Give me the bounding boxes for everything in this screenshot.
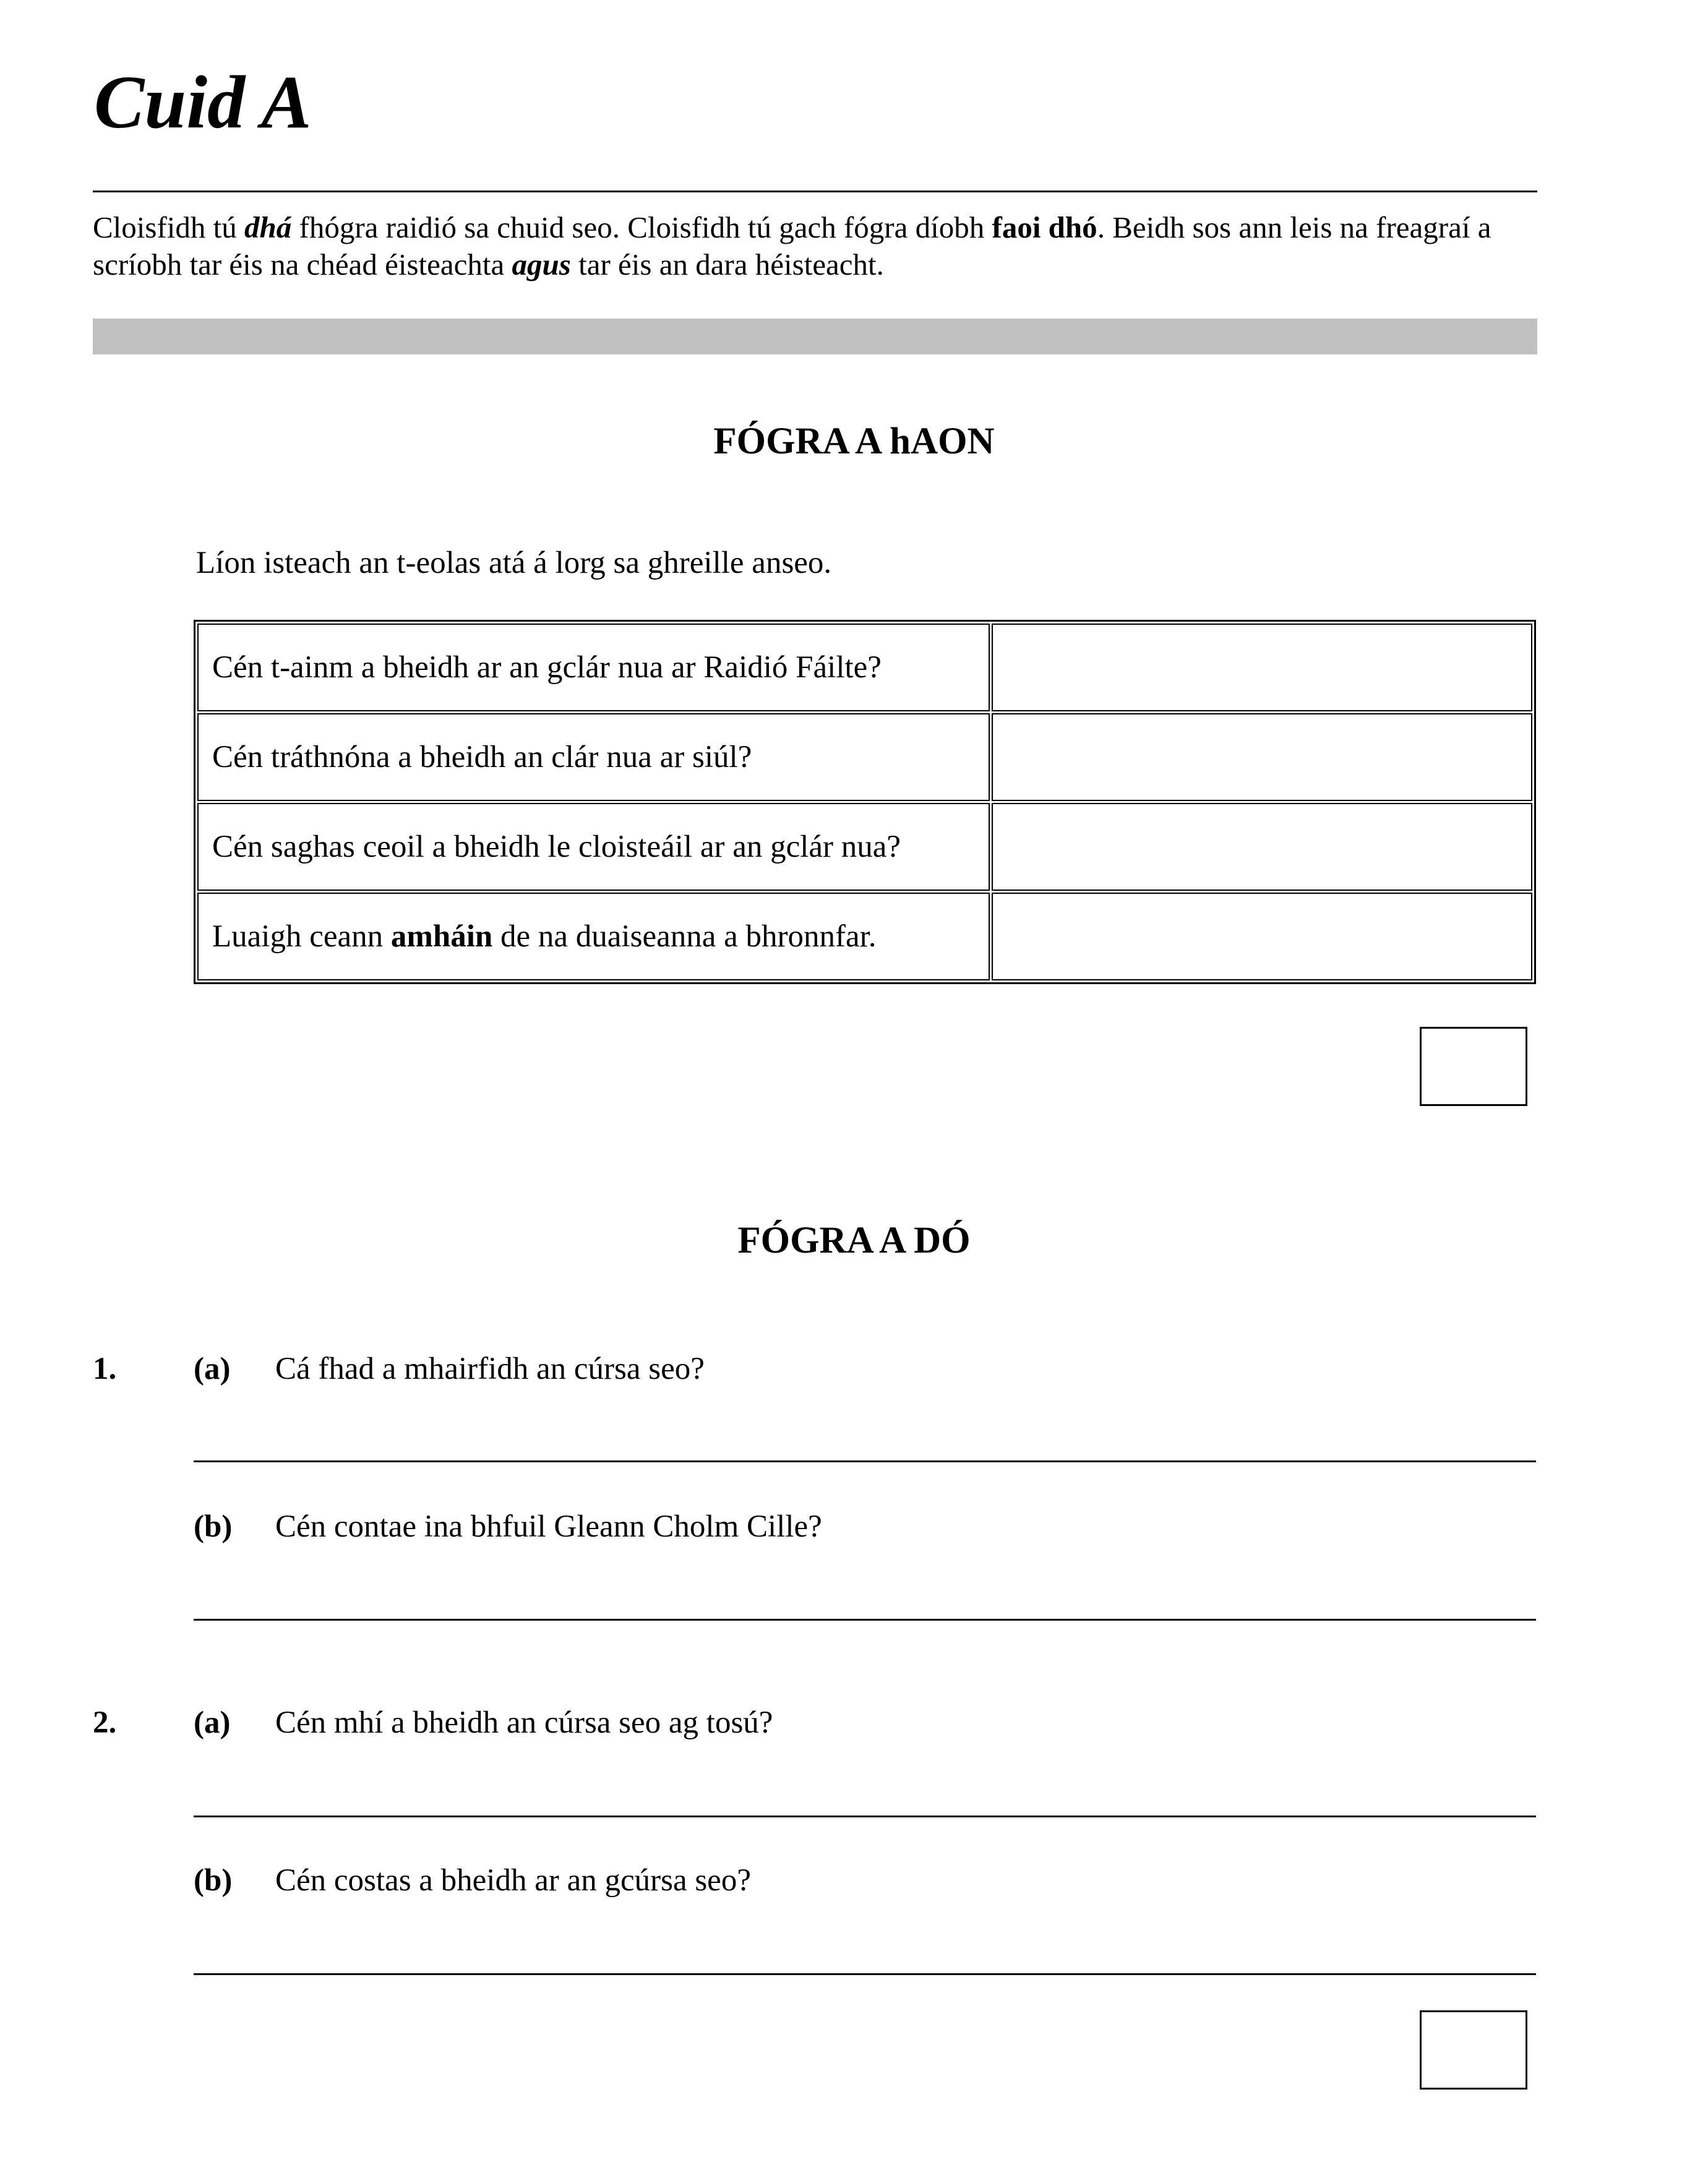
grid-answer-cell[interactable] [992, 893, 1532, 980]
question-part-label: (a) [194, 1352, 231, 1386]
grid-answer-cell[interactable] [992, 624, 1532, 711]
answer-line[interactable] [194, 1816, 1536, 1817]
question-part-label: (b) [194, 1509, 233, 1544]
grey-separator-bar [93, 319, 1537, 354]
grid-row [197, 713, 1532, 801]
grid-row [197, 624, 1532, 711]
emphasis-dha: dhá [244, 210, 292, 244]
grid-question: Cén saghas ceoil a bheidh le cloisteáil ar an gclár nua? [197, 803, 990, 891]
grid-row [197, 803, 1532, 891]
emphasis-amhain: amháin [390, 919, 493, 954]
question-number: 2. [93, 1705, 117, 1740]
section-title: Cuid A [94, 61, 312, 144]
marks-box-fogra-1 [1420, 1027, 1527, 1106]
answer-grid [194, 620, 1536, 984]
answer-line[interactable] [194, 1973, 1536, 1975]
question-text: Cén contae ina bhfuil Gleann Cholm Cille? [275, 1509, 822, 1544]
question-number: 1. [93, 1352, 117, 1386]
marks-box-fogra-2 [1420, 2010, 1527, 2090]
question-part-label: (b) [194, 1863, 233, 1898]
answer-line[interactable] [194, 1619, 1536, 1621]
fogra-1-instruction: Líon isteach an t-eolas atá á lorg sa ghreille anseo. [196, 546, 832, 580]
question-text: Cén mhí a bheidh an cúrsa seo ag tosú? [275, 1705, 773, 1740]
grid-answer-cell[interactable] [992, 713, 1532, 801]
header-divider [93, 191, 1537, 192]
grid-question: Cén t-ainm a bheidh ar an gclár nua ar Raidió Fáilte? [197, 624, 990, 711]
instructions-text: Cloisfidh tú dhá fhógra raidió sa chuid seo. Cloisfidh tú gach fógra díobh faoi dhó. Beidh sos ann leis na freagraí a scríobh tar éis na chéad éisteachta agus tar éis an dara héisteacht. [93, 210, 1491, 281]
grid-answer-cell[interactable] [992, 803, 1532, 891]
question-text: Cá fhad a mhairfidh an cúrsa seo? [275, 1352, 705, 1386]
question-text: Cén costas a bheidh ar an gcúrsa seo? [275, 1863, 751, 1898]
grid-row [197, 893, 1532, 980]
emphasis-agus: agus [512, 247, 571, 281]
answer-line[interactable] [194, 1460, 1536, 1462]
fogra-1-heading: FÓGRA A hAON [713, 421, 995, 462]
grid-question: Luaigh ceann amháin de na duaiseanna a bhronnfar. [197, 893, 990, 980]
emphasis-faoi-dho: faoi dhó [992, 210, 1097, 244]
question-part-label: (a) [194, 1705, 231, 1740]
grid-question: Cén tráthnóna a bheidh an clár nua ar siúl? [197, 713, 990, 801]
fogra-2-heading: FÓGRA A DÓ [737, 1220, 971, 1261]
